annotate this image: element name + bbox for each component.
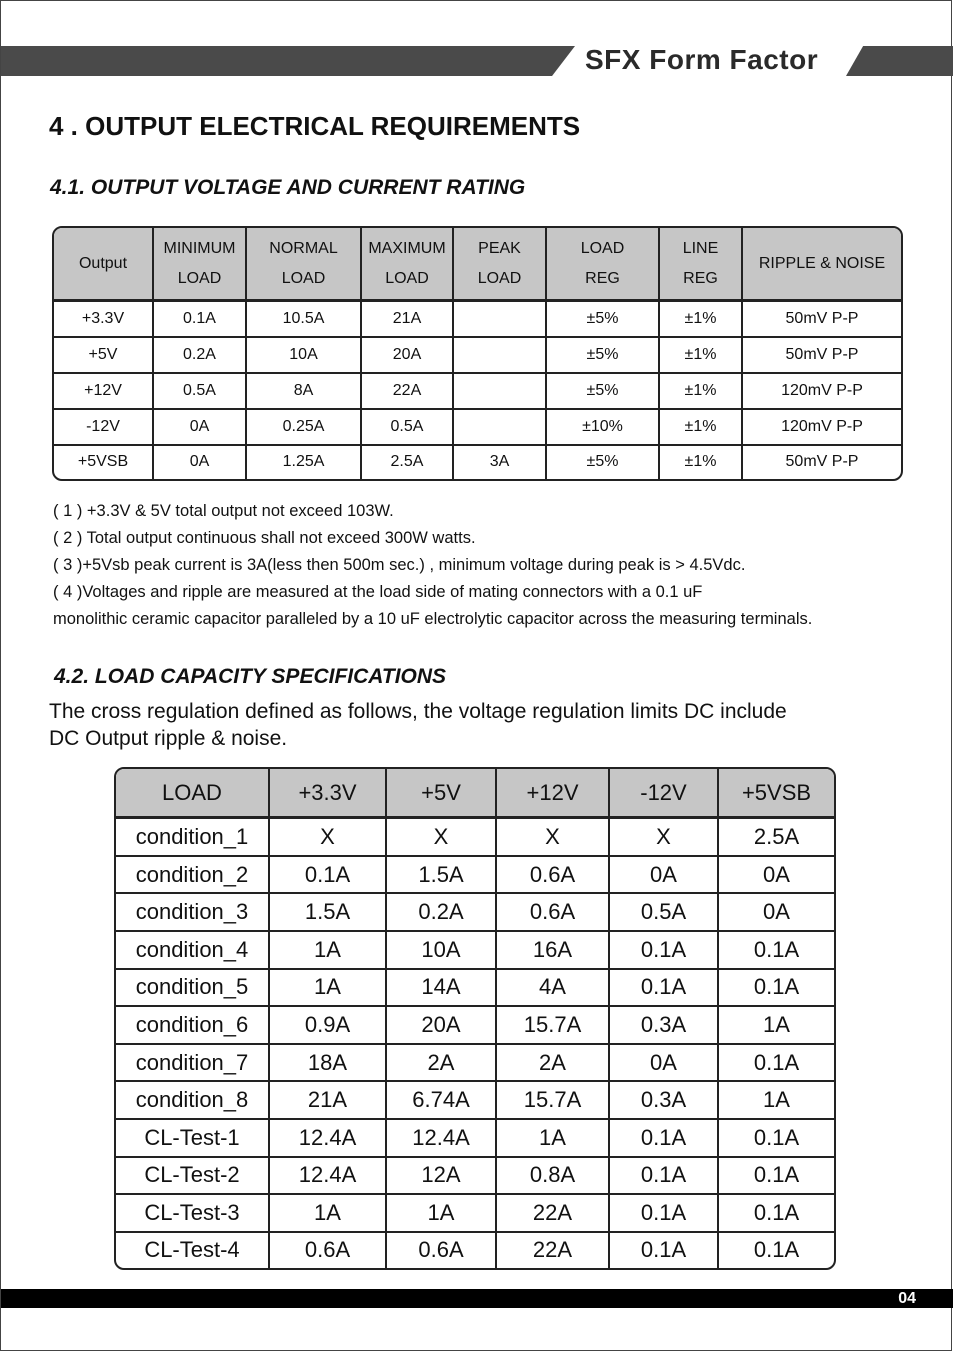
note-4-continued: monolithic ceramic capacitor paralleled by a 10 uF electrolytic capacitor across the measuring terminals. — [53, 610, 813, 628]
table-row — [116, 931, 834, 969]
load-condition-cell: condition_7 — [116, 1044, 269, 1082]
rating-notes — [53, 498, 812, 633]
table-cell: 0.1A — [609, 1194, 718, 1232]
table-cell: 21A — [269, 1081, 386, 1119]
table-cell: 1A — [269, 1194, 386, 1232]
table-cell: 1.5A — [386, 856, 496, 894]
table-cell: 0.9A — [269, 1006, 386, 1044]
col-3v3: +3.3V — [269, 769, 386, 818]
table-cell: 0.3A — [609, 1081, 718, 1119]
table-row: -12V 0A 0.25A 0.5A ±10% ±1% 120mV P-P — [54, 409, 901, 445]
table-cell: 1A — [718, 1081, 834, 1119]
header-band-right — [846, 46, 953, 76]
col-output: Output — [54, 228, 153, 301]
col-5vsb: +5VSB — [718, 769, 834, 818]
table-cell: X — [496, 818, 609, 856]
table-cell: 0.1A — [269, 856, 386, 894]
table-cell: 4A — [496, 969, 609, 1007]
note-3: ( 3 )+5Vsb peak current is 3A(less then 500m sec.) , minimum voltage during peak is > 4.5Vdc. — [53, 556, 746, 574]
table-cell: 1A — [496, 1119, 609, 1157]
table-cell: 6.74A — [386, 1081, 496, 1119]
table-cell: 15.7A — [496, 1081, 609, 1119]
load-condition-cell: condition_2 — [116, 856, 269, 894]
table-cell: 0.6A — [269, 1232, 386, 1268]
table-row: +5VSB 0A 1.25A 2.5A 3A ±5% ±1% 50mV P-P — [54, 445, 901, 479]
table-cell: 0.6A — [386, 1232, 496, 1268]
table-cell: 1A — [269, 969, 386, 1007]
table-row: +12V 0.5A 8A 22A ±5% ±1% 120mV P-P — [54, 373, 901, 409]
table-cell: 0.1A — [718, 1194, 834, 1232]
table-row — [116, 856, 834, 894]
table-row — [116, 969, 834, 1007]
col-load-reg: LOAD REG — [546, 228, 659, 301]
cross-regulation-paragraph: The cross regulation defined as follows, the voltage regulation limits DC include DC Output ripple & noise. — [49, 700, 787, 750]
table-cell: 0.1A — [718, 1157, 834, 1195]
col-normal-load: NORMAL LOAD — [246, 228, 361, 301]
table-cell: 0.1A — [609, 1232, 718, 1268]
table-row — [116, 818, 834, 856]
table-cell: 0.1A — [718, 1119, 834, 1157]
table-cell: 0.3A — [609, 1006, 718, 1044]
table-row — [116, 1119, 834, 1157]
load-condition-cell: CL-Test-2 — [116, 1157, 269, 1195]
table-cell: X — [269, 818, 386, 856]
col-neg12v: -12V — [609, 769, 718, 818]
col-minimum-load: MINIMUM LOAD — [153, 228, 246, 301]
table-cell: 0A — [609, 1044, 718, 1082]
load-condition-cell: condition_8 — [116, 1081, 269, 1119]
table-cell: 22A — [496, 1232, 609, 1268]
table-row — [116, 1044, 834, 1082]
table-row — [116, 1006, 834, 1044]
table-cell: 0.1A — [718, 931, 834, 969]
col-line-reg: LINE REG — [659, 228, 742, 301]
table-cell: 0A — [718, 893, 834, 931]
load-condition-cell: CL-Test-4 — [116, 1232, 269, 1268]
table-cell: 0.1A — [718, 1232, 834, 1268]
note-2: ( 2 ) Total output continuous shall not exceed 300W watts. — [53, 529, 476, 547]
header-title: SFX Form Factor — [585, 44, 819, 75]
table-row — [116, 1081, 834, 1119]
table-cell: 0.6A — [496, 893, 609, 931]
table-cell: 0.2A — [386, 893, 496, 931]
table-cell: 2.5A — [718, 818, 834, 856]
load-condition-cell: CL-Test-1 — [116, 1119, 269, 1157]
load-condition-cell: condition_1 — [116, 818, 269, 856]
load-condition-cell: condition_6 — [116, 1006, 269, 1044]
table-cell: X — [609, 818, 718, 856]
load-capacity-table — [114, 767, 836, 1270]
table-cell: 1.5A — [269, 893, 386, 931]
col-5v: +5V — [386, 769, 496, 818]
subsection-4-1-title: 4.1. OUTPUT VOLTAGE AND CURRENT RATING — [50, 176, 526, 199]
table-row — [116, 1232, 834, 1268]
table-cell: 1A — [386, 1194, 496, 1232]
table-cell: 0.1A — [609, 931, 718, 969]
table-cell: 0.8A — [496, 1157, 609, 1195]
table-cell: 14A — [386, 969, 496, 1007]
table-cell: 0.1A — [609, 1157, 718, 1195]
col-12v: +12V — [496, 769, 609, 818]
note-4: ( 4 )Voltages and ripple are measured at the load side of mating connectors with a 0.1 uF — [53, 583, 703, 601]
table-cell: 12.4A — [386, 1119, 496, 1157]
col-maximum-load: MAXIMUM LOAD — [361, 228, 453, 301]
output-rating-header-row — [54, 228, 901, 301]
table-cell: 1A — [718, 1006, 834, 1044]
table-cell: 20A — [386, 1006, 496, 1044]
table-row: +5V 0.2A 10A 20A ±5% ±1% 50mV P-P — [54, 337, 901, 373]
table-cell: 12A — [386, 1157, 496, 1195]
page-number: 04 — [898, 1290, 916, 1307]
note-1: ( 1 ) +3.3V & 5V total output not exceed 103W. — [53, 502, 394, 520]
table-row — [116, 1157, 834, 1195]
table-cell: 0.5A — [609, 893, 718, 931]
table-cell: 2A — [496, 1044, 609, 1082]
table-row — [116, 893, 834, 931]
table-cell: 16A — [496, 931, 609, 969]
col-peak-load: PEAK LOAD — [453, 228, 546, 301]
load-capacity-header-row — [116, 769, 834, 818]
load-condition-cell: condition_4 — [116, 931, 269, 969]
subsection-4-2-title: 4.2. LOAD CAPACITY SPECIFICATIONS — [54, 665, 447, 688]
header-band-left — [1, 46, 575, 76]
col-ripple-noise: RIPPLE & NOISE — [742, 228, 901, 301]
table-cell: 1A — [269, 931, 386, 969]
table-cell: 15.7A — [496, 1006, 609, 1044]
load-condition-cell: condition_3 — [116, 893, 269, 931]
table-cell: X — [386, 818, 496, 856]
load-condition-cell: CL-Test-3 — [116, 1194, 269, 1232]
table-row — [116, 1194, 834, 1232]
table-cell: 0.1A — [609, 969, 718, 1007]
load-condition-cell: condition_5 — [116, 969, 269, 1007]
table-cell: 22A — [496, 1194, 609, 1232]
table-cell: 0.6A — [496, 856, 609, 894]
table-cell: 0.1A — [718, 969, 834, 1007]
table-cell: 0.1A — [718, 1044, 834, 1082]
table-row: +3.3V 0.1A 10.5A 21A ±5% ±1% 50mV P-P — [54, 301, 901, 338]
table-cell: 0A — [609, 856, 718, 894]
section-title: 4 . OUTPUT ELECTRICAL REQUIREMENTS — [49, 111, 581, 141]
table-cell: 18A — [269, 1044, 386, 1082]
table-cell: 10A — [386, 931, 496, 969]
table-cell: 0A — [718, 856, 834, 894]
table-cell: 12.4A — [269, 1119, 386, 1157]
output-rating-table — [52, 226, 903, 481]
table-cell: 0.1A — [609, 1119, 718, 1157]
footer-bar — [1, 1289, 953, 1308]
col-load: LOAD — [116, 769, 269, 818]
table-cell: 12.4A — [269, 1157, 386, 1195]
table-cell: 2A — [386, 1044, 496, 1082]
